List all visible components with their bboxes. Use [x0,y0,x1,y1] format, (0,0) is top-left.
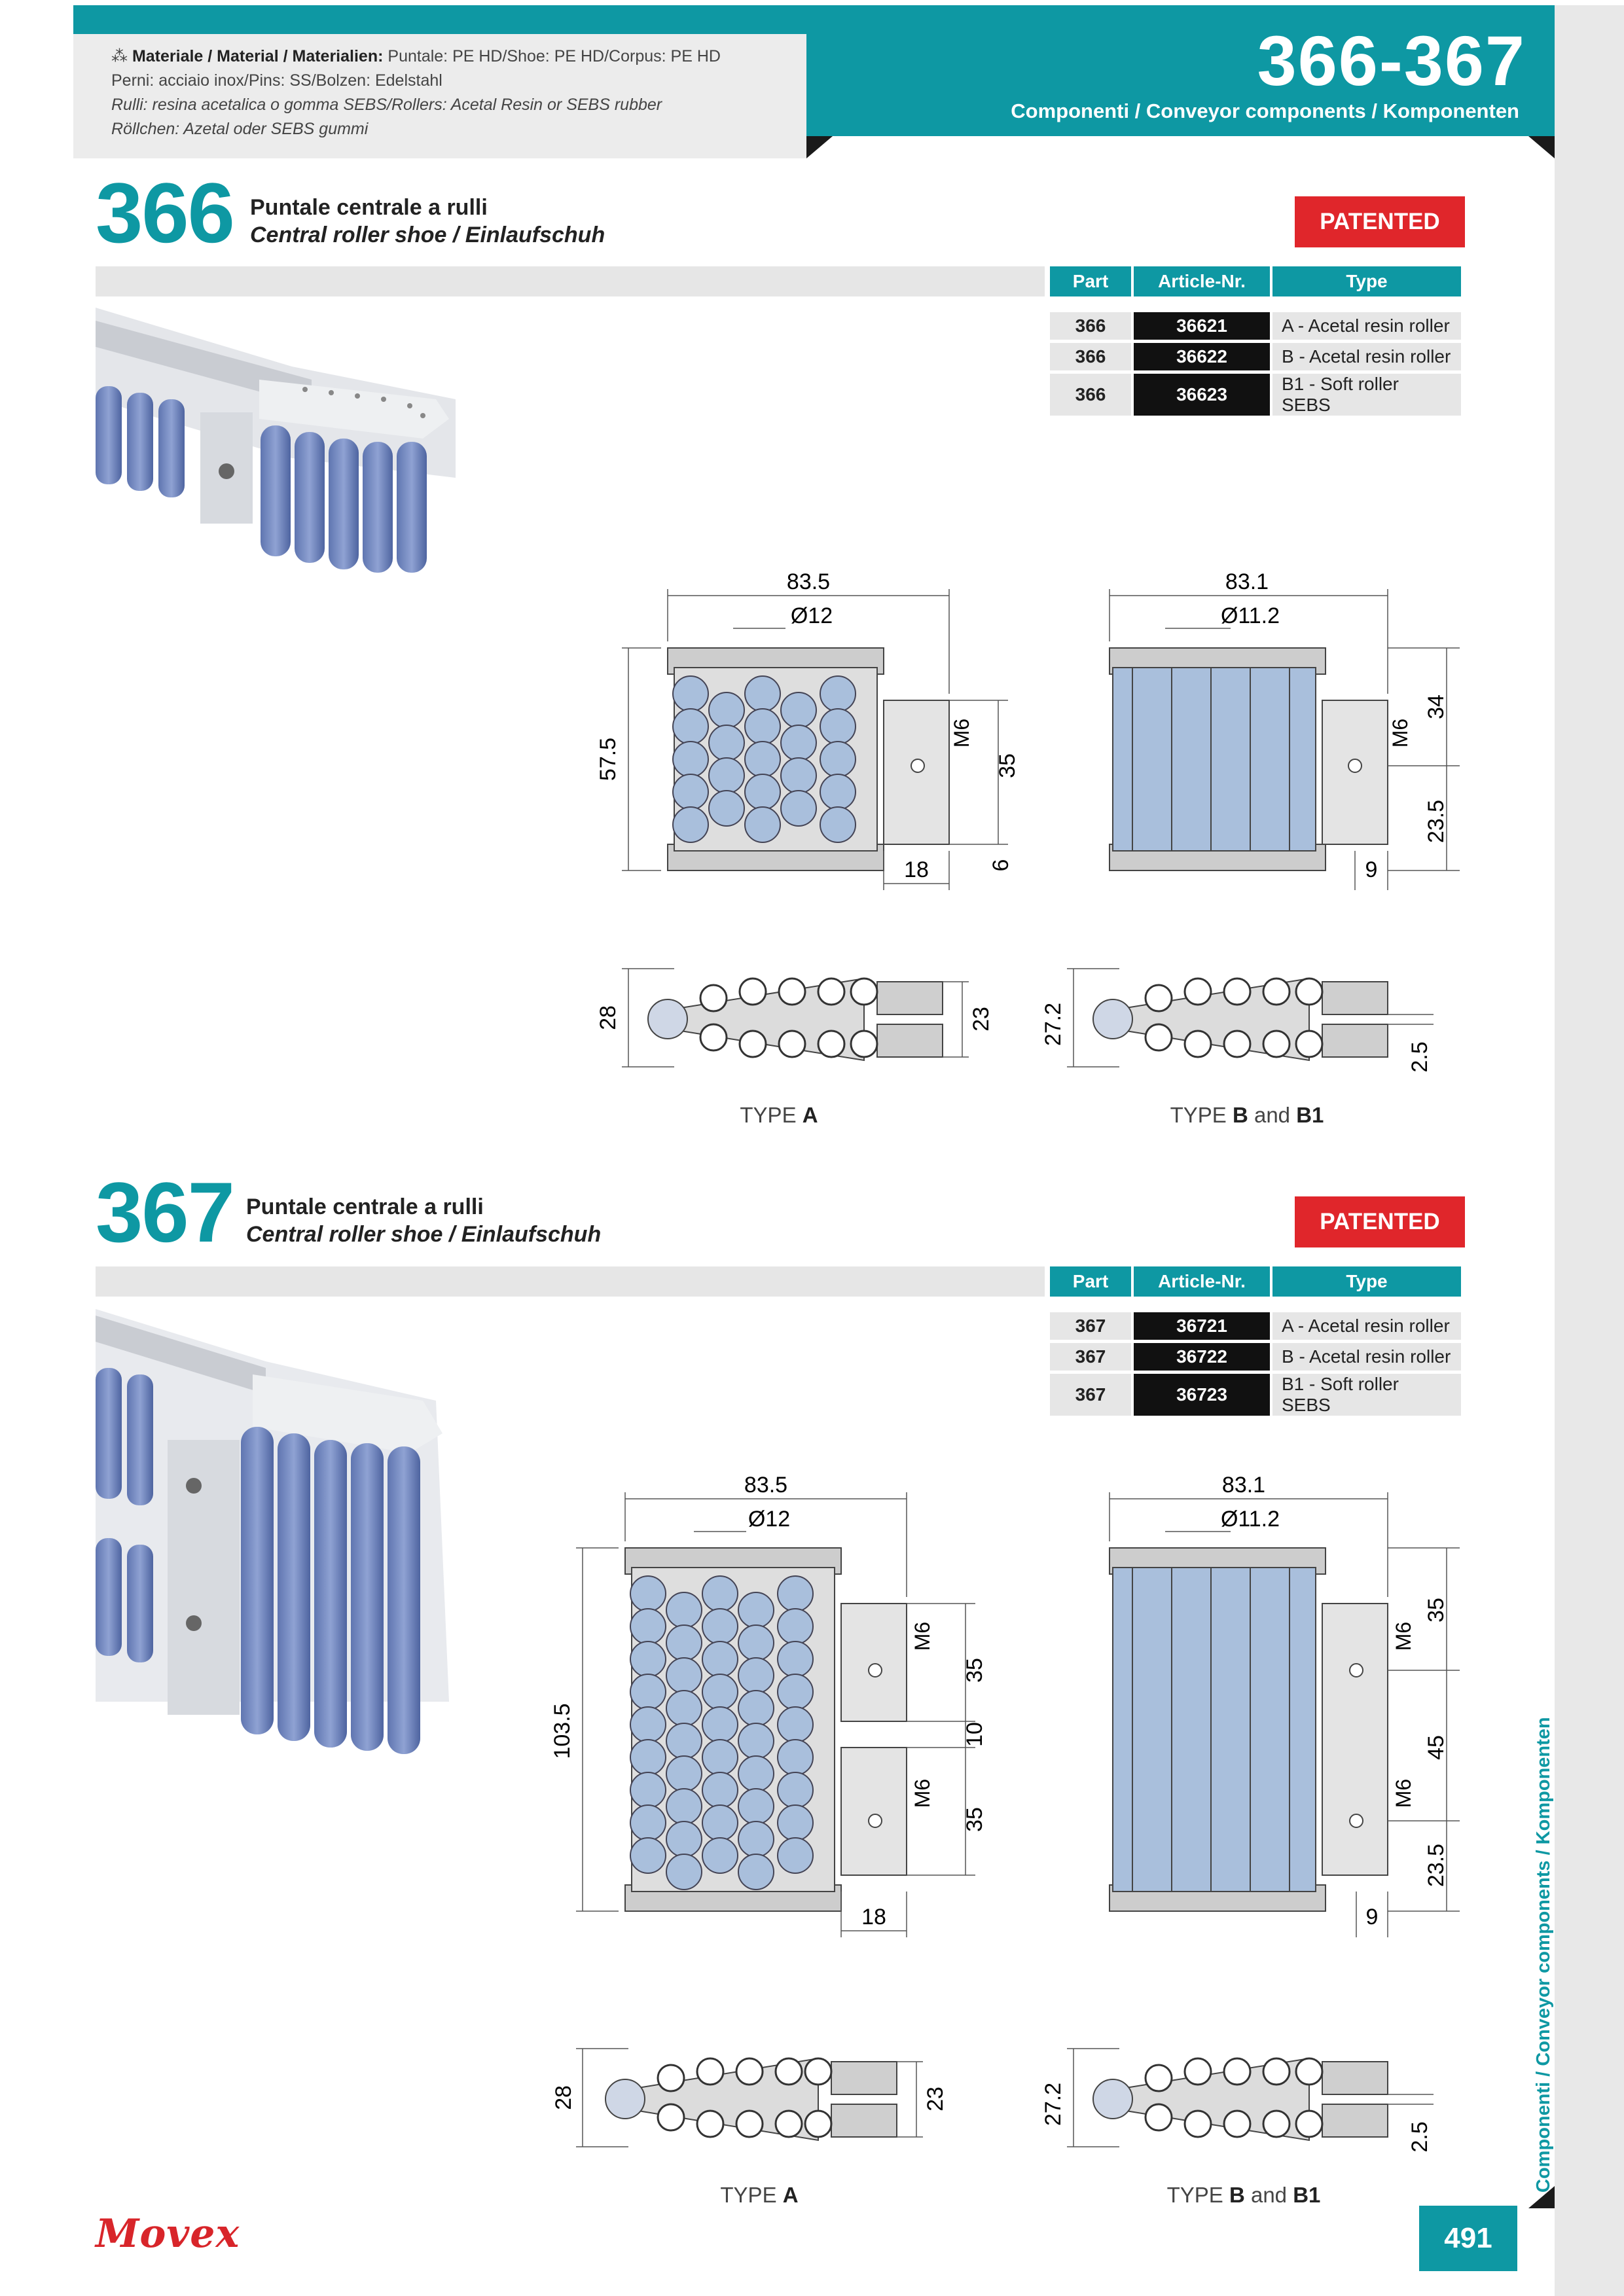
section-367-divider [96,1266,1045,1297]
dim-367a-hole2: 35 [962,1807,987,1832]
roller [666,1625,702,1660]
side-category-label: Componenti / Conveyor components / Komponenten [1533,1717,1554,2193]
dim-367b-bottom: 23.5 [1424,1843,1449,1888]
dim-366b-side-h2: 2.5 [1407,1041,1432,1073]
roller [702,1707,738,1742]
roller [702,1772,738,1808]
roller [666,1821,702,1857]
roller [666,1854,702,1890]
product-photo-366 [96,308,456,609]
roller [630,1641,666,1677]
roller [738,1625,774,1660]
dim-367b-thread-1: M6 [1392,1621,1415,1651]
roller [630,1805,666,1840]
dim-367a-side-h2: 23 [923,2087,948,2111]
dim-367a-width: 83.5 [744,1473,788,1498]
roller [702,1674,738,1710]
patented-badge: PATENTED [1295,1196,1465,1247]
dim-367b-width: 83.1 [1221,1473,1266,1498]
technical-drawing-366 [576,563,1492,1152]
materials-icon: ⁂ [111,47,132,65]
roller [738,1789,774,1824]
roller [702,1740,738,1775]
type-a-roller-grid [630,1576,813,1890]
dim-367b-tab: 9 [1365,1905,1379,1929]
roller [738,1821,774,1857]
movex-logo: Movex [96,2211,240,2257]
header-type: Type [1272,1266,1461,1297]
roller [778,1609,813,1644]
section-366-divider [96,266,1045,296]
dim-367a-thread-2: M6 [911,1778,934,1808]
roller [630,1740,666,1775]
roller [666,1691,702,1726]
table-row: 366 36621 A - Acetal resin roller [1050,312,1461,343]
roller [666,1789,702,1824]
roller [702,1838,738,1873]
header-part: Part [1050,266,1131,296]
category-title: Componenti / Conveyor components / Komponenten [1011,99,1519,122]
dim-367b-dia: Ø11.2 [1220,1507,1280,1532]
patented-badge: PATENTED [1295,196,1465,247]
roller [738,1854,774,1890]
header-article: Article-Nr. [1134,266,1270,296]
roller [666,1592,702,1628]
dim-367a-hole1: 35 [962,1658,987,1683]
dim-366a-width: 83.5 [786,569,831,594]
roller [630,1609,666,1644]
table-row: 366 36622 B - Acetal resin roller [1050,343,1461,374]
roller [630,1707,666,1742]
dim-366a-hole: 35 [995,753,1020,778]
dim-367a-gap: 10 [962,1722,987,1747]
header-type: Type [1272,266,1461,296]
roller [666,1723,702,1759]
roller [666,1756,702,1791]
roller [702,1641,738,1677]
roller [702,1609,738,1644]
roller [778,1576,813,1611]
dim-366b-dia: Ø11.2 [1220,603,1280,628]
table-row: 367 36723 B1 - Soft roller SEBS [1050,1374,1461,1419]
roller [778,1805,813,1840]
table-row: 367 36721 A - Acetal resin roller [1050,1312,1461,1343]
roller [630,1674,666,1710]
dim-367b-mid: 45 [1424,1735,1449,1760]
dim-366b-side-h1: 27.2 [1041,1002,1066,1047]
roller [738,1691,774,1726]
roller [738,1723,774,1759]
dim-366a-offset: 6 [988,859,1013,872]
roller [778,1674,813,1710]
roller [738,1592,774,1628]
roller [738,1658,774,1693]
header-corner-triangle [806,136,833,158]
roller [630,1576,666,1611]
dim-366b-top: 34 [1424,694,1449,719]
roller [702,1805,738,1840]
dim-367a-side-h1: 28 [551,2085,576,2110]
section-366-parts-table [1047,266,1464,419]
roller [630,1772,666,1808]
dim-366a-thread: M6 [950,718,973,748]
dim-366b-tab: 9 [1365,857,1378,882]
roller [702,1576,738,1611]
dim-366b-thread: M6 [1388,718,1412,748]
roller [778,1772,813,1808]
dim-366a-side-h1: 28 [596,1005,621,1030]
header-right-triangle [1528,136,1555,158]
dim-366a-dia: Ø12 [790,603,833,628]
dim-366a-tab: 18 [904,857,929,882]
caption-367-type-b: TYPE B and B1 [1166,2183,1321,2206]
footer-right-triangle [1528,2186,1555,2208]
dim-367b-side-h1: 27.2 [1041,2082,1066,2126]
table-row: 366 36623 B1 - Soft roller SEBS [1050,374,1461,419]
dim-366a-side-h2: 23 [969,1007,994,1031]
section-366-number: 366 [96,165,234,260]
dim-366b-width: 83.1 [1225,569,1269,594]
dim-367b-top: 35 [1424,1598,1449,1623]
dim-367a-thread-1: M6 [911,1621,934,1651]
materials-text: ⁂ Materiale / Material / Materialien: Puntale: PE HD/Shoe: PE HD/Corpus: PE HD Perni: acciaio inox/Pins: SS/Bolzen: Edelstahl Rulli: resina acetalica o gomma SEBS/Rollers: Acetal Resin or SEBS rubber Röllchen: Azetal oder SEBS gummi [111,47,721,138]
caption-366-type-b: TYPE B and B1 [1170,1103,1324,1127]
section-367-number: 367 [96,1164,234,1260]
roller [630,1838,666,1873]
dim-367a-tab: 18 [861,1905,886,1929]
dim-367a-height: 103.5 [550,1703,575,1759]
roller [738,1756,774,1791]
header-article: Article-Nr. [1134,1266,1270,1297]
roller [778,1707,813,1742]
roller [778,1838,813,1873]
roller [666,1658,702,1693]
table-row: 367 36722 B - Acetal resin roller [1050,1343,1461,1374]
dim-367a-dia: Ø12 [748,1507,791,1532]
page-number: 491 [1419,2206,1517,2271]
caption-367-type-a: TYPE A [720,2183,799,2206]
dim-366a-height: 57.5 [596,737,621,781]
roller [778,1641,813,1677]
section-367-title: Puntale centrale a rulli Central roller shoe / Einlaufschuh [246,1194,602,1247]
section-366-title: Puntale centrale a rulli Central roller shoe / Einlaufschuh [250,195,605,247]
dim-367b-thread-2: M6 [1392,1778,1415,1808]
dim-366b-bottom: 23.5 [1424,799,1449,844]
range-title: 366-367 [1257,21,1526,100]
technical-drawing-367 [524,1466,1473,2206]
roller [778,1740,813,1775]
section-367-parts-table [1047,1266,1464,1419]
caption-366-type-a: TYPE A [740,1103,818,1127]
dim-367b-side-h2: 2.5 [1407,2121,1432,2153]
header-part: Part [1050,1266,1131,1297]
product-photo-367 [96,1309,462,1767]
